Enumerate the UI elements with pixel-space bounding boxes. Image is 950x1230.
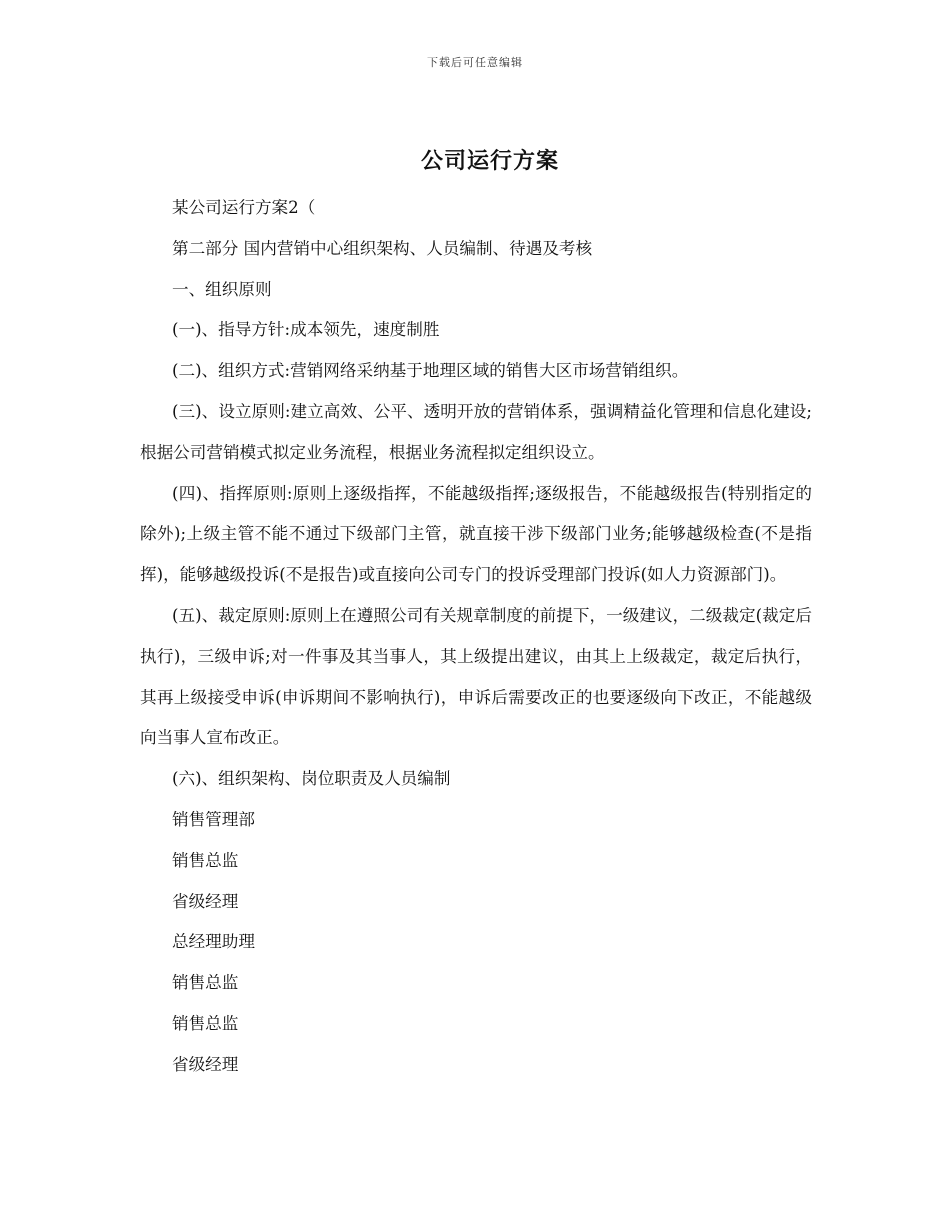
paragraph-organization-method: (二)、组织方式:营销网络采纳基于地理区域的销售大区市场营销组织。 [172, 361, 689, 381]
list-item: 省级经理 [172, 891, 239, 911]
paragraph-structure: (六)、组织架构、岗位职责及人员编制 [172, 769, 451, 789]
document-body [140, 188, 812, 1086]
paragraph-part-two: 第二部分 国内营销中心组织架构、人员编制、待遇及考核 [172, 238, 593, 258]
list-item: 省级经理 [172, 1054, 239, 1074]
header-note: 下载后可任意编辑 [427, 56, 523, 69]
list-item: 销售管理部 [172, 809, 255, 829]
paragraph-guideline: (一)、指导方针:成本领先，速度制胜 [172, 320, 440, 340]
list-item: 总经理助理 [172, 932, 255, 952]
paragraph-setup-principle: (三)、设立原则:建立高效、公平、透明开放的营销体系，强调精益化管理和信息化建设;根据公司营销模式拟定业务流程，根据业务流程拟定组织设立。 [140, 401, 812, 462]
document-title: 公司运行方案 [420, 149, 559, 174]
list-item: 销售总监 [172, 973, 239, 993]
paragraph-intro: 某公司运行方案2（ [172, 198, 316, 217]
list-item: 销售总监 [172, 850, 239, 870]
list-item: 销售总监 [172, 1013, 239, 1033]
paragraph-ruling-principle: (五)、裁定原则:原则上在遵照公司有关规章制度的前提下，一级建议，二级裁定(裁定后执行)，三级申诉;对一件事及其当事人，其上级提出建议，由其上上级裁定，裁定后执行，其再上级接受申诉(申诉期间不影响执行)，申诉后需要改正的也要逐级向下改正，不能越级向当事人宣布改正。 [140, 605, 812, 748]
paragraph-section-one: 一、组织原则 [172, 279, 272, 299]
paragraph-command-principle: (四)、指挥原则:原则上逐级指挥，不能越级指挥;逐级报告，不能越级报告(特别指定的除外);上级主管不能不通过下级部门主管，就直接干涉下级部门业务;能够越级检查(不是指挥)，能够越级投诉(不是报告)或直接向公司专门的投诉受理部门投诉(如人力资源部门)。 [140, 483, 812, 585]
